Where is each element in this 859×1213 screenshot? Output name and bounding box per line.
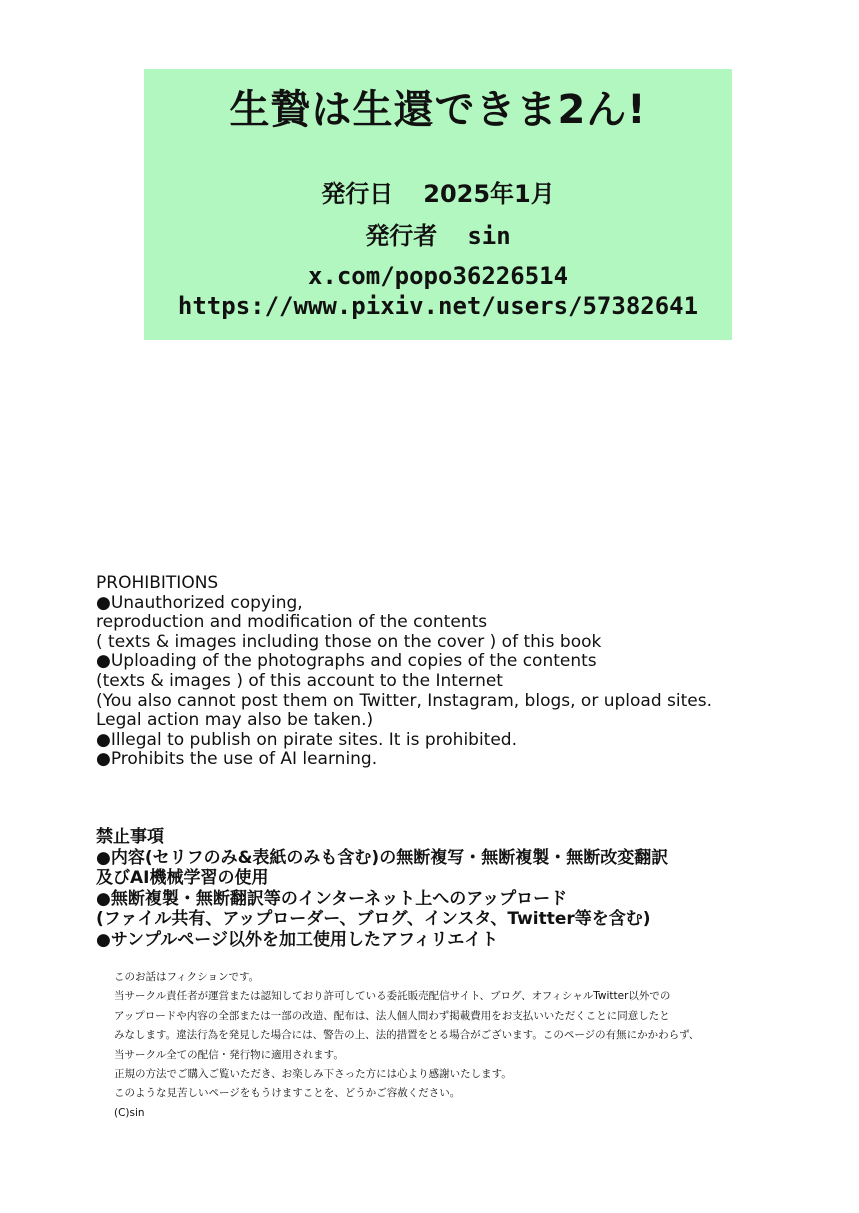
prohibitions-english	[96, 574, 816, 770]
notice-line: 当サークル全ての配信・発行物に適用されます。	[114, 1048, 344, 1061]
prohibition-line: (texts & images ) of this account to the Internet	[96, 670, 503, 691]
prohibition-jp-line: 及びAI機械学習の使用	[96, 868, 269, 889]
prohibition-line: ●Uploading of the photographs and copies of the contents	[96, 651, 597, 672]
publisher-line	[144, 221, 732, 251]
prohibitions-japanese	[96, 827, 816, 951]
copyright-mark: (C)sin	[114, 1106, 145, 1119]
publisher-name: sin	[467, 222, 511, 250]
notice-line: このような見苦しいページをもうけますことを、どうかご容赦ください。	[114, 1087, 461, 1100]
prohibition-line: ●Unauthorized copying,	[96, 592, 303, 613]
prohibition-jp-line: ●サンプルページ以外を加工使用したアフィリエイト	[96, 929, 499, 950]
book-title: 生贄は生還できま2ん!	[229, 87, 647, 133]
prohibition-jp-line: (ファイル共有、アップローダー、ブログ、インスタ、Twitter等を含む)	[96, 909, 651, 930]
publication-date-value: 2025年1月	[423, 180, 555, 208]
publication-date-label: 発行日	[321, 180, 394, 208]
prohibition-line: ●Prohibits the use of AI learning.	[96, 749, 378, 770]
pixiv-profile-link[interactable]: https://www.pixiv.net/users/57382641	[177, 292, 699, 320]
notice-line: 当サークル責任者が運営または認知しており許可している委託販売配信サイト、ブログ、オフィシャルTwitter以外での	[114, 990, 671, 1003]
prohibition-jp-line: ●内容(セリフのみ&表紙のみも含む)の無断複写・無断複製・無断改変翻訳	[96, 847, 669, 868]
notice-line: このお話はフィクションです。	[114, 971, 260, 983]
prohibition-jp-line: ●無断複製・無断翻訳等のインターネット上へのアップロード	[96, 888, 568, 909]
copyright-notice	[114, 968, 794, 1123]
publisher-label: 発行者	[365, 222, 438, 250]
x-profile-link[interactable]: x.com/popo36226514	[307, 262, 569, 290]
prohibition-line: ( texts & images including those on the cover ) of this book	[96, 631, 602, 652]
prohibition-line: reproduction and modification of the contents	[96, 612, 488, 633]
notice-line: アップロードや内容の全部または一部の改造、配布は、法人個人問わず掲載費用をお支払いいただくことに同意したと	[114, 1009, 670, 1022]
notice-line: 正規の方法でご購入ご覧いただき、お楽しみ下さった方には心より感謝いたします。	[114, 1068, 512, 1081]
prohibition-line: (You also cannot post them on Twitter, Instagram, blogs, or upload sites.	[96, 690, 712, 711]
prohibitions-heading: PROHIBITIONS	[96, 573, 219, 593]
notice-line: みなします。違法行為を発見した場合には、警告の上、法的措置をとる場合がございます。このページの有無にかかわらず、	[114, 1029, 700, 1042]
prohibition-line: Legal action may also be taken.)	[96, 710, 374, 731]
colophon-box	[144, 69, 732, 340]
publication-date-line	[144, 179, 732, 209]
prohibition-line: ●Illegal to publish on pirate sites. It is prohibited.	[96, 729, 517, 750]
prohibitions-jp-heading: 禁止事項	[96, 827, 164, 847]
